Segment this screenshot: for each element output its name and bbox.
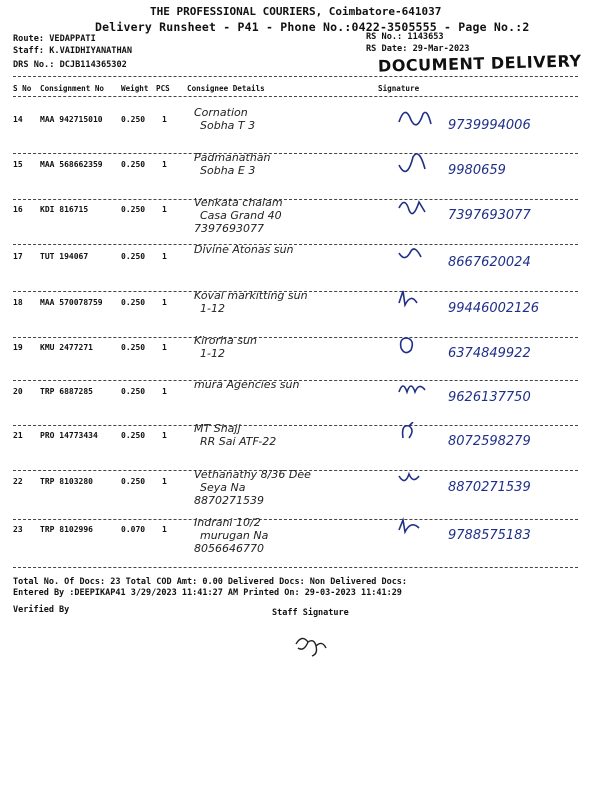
col-signature: Signature — [378, 84, 420, 93]
row-rule — [13, 425, 578, 426]
serial-number: 20 — [13, 387, 23, 396]
signature-phone: 9626137750 — [448, 390, 531, 405]
signature-phone: 7397693077 — [448, 208, 531, 223]
staff-signature-label: Staff Signature — [272, 608, 349, 618]
weight-value: 0.250 — [121, 387, 146, 396]
consignee-detail-line: Vethanathy 8/36 Dee — [194, 468, 311, 481]
serial-number: 16 — [13, 205, 23, 214]
signature-phone: 99446002126 — [448, 301, 539, 316]
pieces-count: 1 — [162, 431, 167, 440]
col-sno: S No — [13, 84, 32, 93]
pieces-count: 1 — [162, 477, 167, 486]
consignee-detail-line: Padmanathan — [194, 151, 271, 164]
col-consignment: Consignment No — [40, 84, 105, 93]
pieces-count: 1 — [162, 160, 167, 169]
pieces-count: 1 — [162, 115, 167, 124]
staff-label: Staff: K.VAIDHIYANATHAN — [13, 46, 132, 56]
pieces-count: 1 — [162, 525, 167, 534]
consignee-detail-line: 1-12 — [200, 347, 225, 360]
weight-value: 0.250 — [121, 477, 146, 486]
weight-value: 0.250 — [121, 252, 146, 261]
row-rule — [13, 244, 578, 245]
pieces-count: 1 — [162, 205, 167, 214]
pieces-count: 1 — [162, 252, 167, 261]
runsheet-title: Delivery Runsheet - P41 - Phone No.:0422-3505555 - Page No.:2 — [95, 20, 530, 34]
consignee-detail-line: Venkata chalam — [194, 196, 283, 209]
pieces-count: 1 — [162, 343, 167, 352]
consignment-number: PRO 14773434 — [40, 431, 98, 440]
weight-value: 0.250 — [121, 343, 146, 352]
signature-phone: 6374849922 — [448, 346, 531, 361]
consignment-number: TRP 8102996 — [40, 525, 93, 534]
consignment-number: TRP 8103280 — [40, 477, 93, 486]
entered-by-line: Entered By :DEEPIKAP41 3/29/2023 11:41:27 AM Printed On: 29-03-2023 11:41:29 — [13, 588, 402, 598]
route-label: Route: VEDAPPATI — [13, 34, 96, 44]
consignee-detail-line: Indrani 10/2 — [194, 516, 261, 529]
signature-phone: 8072598279 — [448, 434, 531, 449]
signature-phone: 9788575183 — [448, 528, 531, 543]
recipient-signature — [392, 289, 440, 317]
recipient-signature — [392, 422, 440, 450]
consignment-number: MAA 942715010 — [40, 115, 103, 124]
consignee-detail-line: Casa Grand 40 — [200, 209, 282, 222]
consignee-detail-line: Kirorha sun — [194, 334, 257, 347]
serial-number: 17 — [13, 252, 23, 261]
weight-value: 0.070 — [121, 525, 146, 534]
col-pcs: PCS — [156, 84, 170, 93]
recipient-signature — [392, 468, 440, 496]
weight-value: 0.250 — [121, 115, 146, 124]
consignment-number: KMU 2477271 — [40, 343, 93, 352]
consignment-number: MAA 570078759 — [40, 298, 103, 307]
consignee-detail-line: Sobha E 3 — [200, 164, 256, 177]
consignee-detail-line: 7397693077 — [194, 222, 264, 235]
rs-date: RS Date: 29-Mar-2023 — [366, 44, 470, 54]
consignee-detail-line: Divine Atonas sun — [194, 243, 294, 256]
consignee-detail-line: 8056646770 — [194, 542, 264, 555]
document-delivery-stamp: DOCUMENT DELIVERY — [377, 51, 582, 76]
col-weight: Weight — [121, 84, 149, 93]
serial-number: 23 — [13, 525, 23, 534]
consignee-detail-line: Sobha T 3 — [200, 119, 256, 132]
weight-value: 0.250 — [121, 298, 146, 307]
row-rule — [13, 337, 578, 338]
rs-number: RS No.: 1143653 — [366, 32, 444, 42]
serial-number: 21 — [13, 431, 23, 440]
staff-signature-scribble — [292, 632, 332, 660]
consignee-detail-line: Seya Na — [200, 481, 246, 494]
signature-phone: 8667620024 — [448, 255, 531, 270]
signature-phone: 9980659 — [448, 163, 506, 178]
drs-label: DRS No.: DCJB114365302 — [13, 60, 127, 70]
consignment-number: KDI 816715 — [40, 205, 89, 214]
serial-number: 19 — [13, 343, 23, 352]
consignee-detail-line: Cornation — [194, 106, 248, 119]
recipient-signature — [392, 378, 440, 406]
verified-by-label: Verified By — [13, 605, 70, 615]
header-rule-bottom — [13, 96, 578, 97]
consignment-number: MAA 568662359 — [40, 160, 103, 169]
pieces-count: 1 — [162, 387, 167, 396]
recipient-signature — [392, 196, 440, 224]
consignment-number: TRP 6887285 — [40, 387, 93, 396]
serial-number: 18 — [13, 298, 23, 307]
signature-phone: 8870271539 — [448, 480, 531, 495]
consignee-detail-line: RR Sai ATF-22 — [200, 435, 277, 448]
consignee-detail-line: murugan Na — [200, 529, 269, 542]
row-rule — [13, 519, 578, 520]
consignee-detail-line: 8870271539 — [194, 494, 264, 507]
totals-line: Total No. Of Docs: 23 Total COD Amt: 0.00 Delivered Docs: Non Delivered Docs: — [13, 577, 408, 587]
row-rule — [13, 153, 578, 154]
consignee-detail-line: mura Agencies sun — [194, 378, 300, 391]
recipient-signature — [392, 243, 440, 271]
consignee-detail-line: MT Shajj — [194, 422, 241, 435]
recipient-signature — [392, 516, 440, 544]
col-consignee: Consignee Details — [187, 84, 265, 93]
pieces-count: 1 — [162, 298, 167, 307]
header-rule-top — [13, 76, 578, 77]
serial-number: 22 — [13, 477, 23, 486]
recipient-signature — [392, 151, 440, 179]
weight-value: 0.250 — [121, 160, 146, 169]
recipient-signature — [392, 334, 440, 362]
recipient-signature — [392, 106, 440, 134]
row-rule — [13, 567, 578, 568]
consignee-detail-line: Koval markitting sun — [194, 289, 308, 302]
row-rule — [13, 199, 578, 200]
serial-number: 15 — [13, 160, 23, 169]
company-title: THE PROFESSIONAL COURIERS, Coimbatore-641037 — [150, 5, 442, 18]
serial-number: 14 — [13, 115, 23, 124]
weight-value: 0.250 — [121, 431, 146, 440]
consignee-detail-line: 1-12 — [200, 302, 225, 315]
weight-value: 0.250 — [121, 205, 146, 214]
signature-phone: 9739994006 — [448, 118, 531, 133]
consignment-number: TUT 194067 — [40, 252, 89, 261]
